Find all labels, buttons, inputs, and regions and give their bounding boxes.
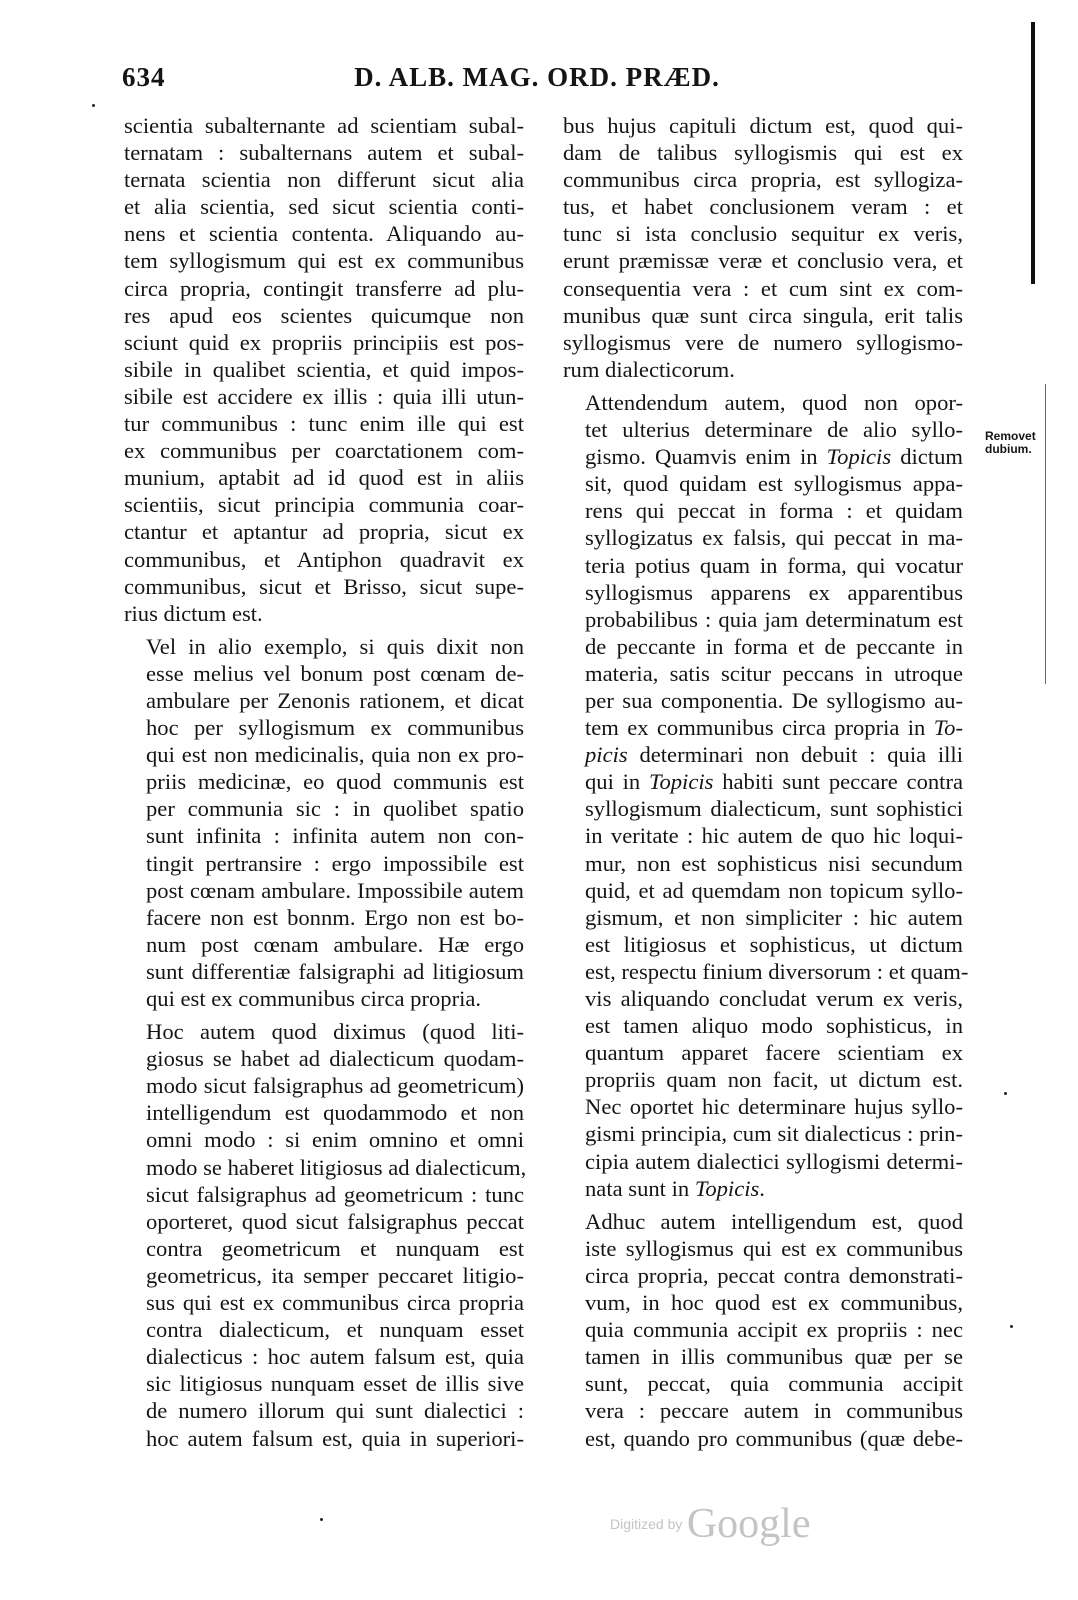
text-line: sunt infinita : infinita autem non con- [146, 823, 524, 849]
text-line: quantum apparet facere scientiam ex [585, 1040, 963, 1066]
text-line: gismum, et non simpliciter : hic autem [585, 904, 963, 930]
text-line: tunc si ista conclusio sequitur ex veris, [563, 221, 963, 247]
text-line: scientiis, sicut principia communia coar- [124, 492, 524, 518]
text-line: sibile in qualibet scientia, et quid impos- [124, 356, 524, 382]
text-line: propriis quam non facit, ut dictum est. [585, 1067, 963, 1093]
text-run: habiti sunt peccare contra [713, 769, 963, 795]
text-line [563, 1175, 963, 1202]
text-line: omni modo : si enim omnino et omni [146, 1127, 524, 1153]
text-run: . [759, 1175, 765, 1201]
text-line: syllogismus vere de numero syllogismo- [563, 329, 963, 355]
text-line: sciunt quid ex propriis principiis est pos- [124, 329, 524, 355]
text-line: est tamen aliquo modo sophisticus, in [585, 1013, 963, 1039]
text-line: vum, in hoc quod est ex communibus, [585, 1290, 963, 1316]
text-line: in veritate : hic autem de quo hic loqui- [585, 823, 963, 849]
google-logo-text: Google [686, 1501, 811, 1547]
italic-term: Topicis [648, 769, 714, 795]
text-line: ternata scientia non differunt sicut alia [124, 167, 524, 193]
text-line: syllogismum dialecticum, sunt sophistici [585, 796, 963, 822]
text-line: materia, satis scitur peccans in utroque [585, 660, 963, 686]
paragraph [563, 1208, 963, 1452]
text-line: est litigiosus et sophisticus, ut dictum [585, 931, 963, 957]
text-line: est, respectu finium diversorum : et quam- [585, 958, 969, 984]
text-line: tem syllogismum qui est ex communibus [124, 248, 524, 274]
text-line: post cœnam ambulare. Impossibile autem [146, 877, 524, 903]
text-line: ex communibus per coarctationem com- [124, 438, 524, 464]
italic-term: Topicis [826, 444, 892, 470]
text-line: iste syllogismus qui est ex communibus [585, 1235, 963, 1261]
scan-speck [320, 1518, 323, 1521]
text-line [563, 741, 963, 768]
text-line [563, 768, 963, 795]
text-line: mur, non est sophisticus nisi secundum [585, 850, 963, 876]
text-line: scientia subalternante ad scientiam subal- [124, 113, 524, 138]
text-line: communibus circa propria, est syllogiza- [563, 167, 963, 193]
paragraph [563, 389, 969, 1202]
text-line: erunt præmissæ veræ et conclusio vera, et [563, 248, 963, 274]
text-line: res apud eos scientes quicumque non [124, 302, 524, 328]
text-line: nens et scientia contenta. Aliquando au- [124, 221, 524, 247]
text-line: syllogizatus ex falsis, qui peccat in ma- [585, 525, 963, 551]
paragraph [124, 112, 524, 627]
text-line: tamen in illis communibus quæ per se [585, 1344, 963, 1370]
text-line: modo se haberet litigiosus ad dialecticum, [146, 1154, 527, 1180]
text-line: esse melius vel bonum post cœnam de- [146, 660, 524, 686]
text-run: qui in [585, 769, 649, 795]
text-line: sic litigiosus nunquam esset de illis sive [146, 1371, 524, 1397]
text-line: Attendendum autem, quod non opor- [585, 389, 963, 415]
text-line: priis medicinæ, eo quod communis est [146, 769, 524, 795]
text-line: rum dialecticorum. [563, 356, 735, 382]
text-line: de peccante in forma et de peccante in [585, 633, 963, 659]
text-line: vera : peccare autem in communibus [585, 1398, 963, 1424]
text-line: rius dictum est. [124, 600, 263, 626]
right-column [563, 112, 969, 1458]
page-number: 634 [122, 62, 166, 92]
text-line: dialecticus : hoc autem falsum est, quia [146, 1344, 524, 1370]
text-line: qui est ex communibus circa propria. [146, 986, 482, 1011]
text-line: munium, aptabit ad id quod est in aliis [124, 465, 524, 491]
text-line: Nec oportet hic determinare hujus syllo- [585, 1094, 963, 1120]
text-line: est, quando pro communibus (quæ debe- [585, 1425, 963, 1451]
text-run: tem ex communibus circa propria in [585, 715, 934, 741]
text-line: sunt differentiæ falsigraphi ad litigiosum [146, 958, 524, 984]
text-line: gismi principia, cum sit dialecticus : prin- [585, 1121, 963, 1147]
text-line: communibus, et Antiphon quadravit ex [124, 546, 524, 572]
text-line: communibus, sicut et Brisso, sicut supe- [124, 573, 524, 599]
text-line: teria potius quam in forma, qui vocatur [585, 552, 963, 578]
text-line: consequentia vera : et cum sint ex com- [563, 275, 963, 301]
scan-speck [92, 104, 95, 107]
text-line: de numero illorum qui sunt dialectici : [146, 1398, 524, 1424]
text-line: sunt, peccat, quia communia accipit [585, 1371, 963, 1397]
digitized-watermark [610, 1500, 810, 1550]
text-line: contra geometricum et nunquam est [146, 1235, 524, 1261]
margin-note-line: dubium. [985, 442, 1032, 456]
scan-edge-line [1045, 384, 1046, 684]
text-line: oporteret, quod sicut falsigraphus peccat [146, 1208, 524, 1234]
text-line: geometricus, ita semper peccaret litigio- [146, 1262, 524, 1288]
text-line: sus qui est ex communibus circa propria [146, 1290, 524, 1316]
italic-term: picis [585, 742, 628, 768]
text-line: tus, et habet conclusionem veram : et [563, 194, 963, 220]
text-line: et alia scientia, sed sicut scientia conti- [124, 194, 524, 220]
text-line: tet ulterius determinare de alio syllo- [585, 417, 963, 443]
text-line: facere non est bonnm. Ergo non est bo- [146, 904, 524, 930]
text-line: num post cœnam ambulare. Hæ ergo [146, 931, 524, 957]
margin-note-line: Removet [985, 429, 1036, 443]
text-line: sit, quod quidam est syllogismus appa- [585, 471, 963, 497]
text-line: contra dialecticum, et nunquam esset [146, 1317, 524, 1343]
text-line: circa propria, peccat contra demonstrati- [585, 1262, 963, 1288]
margin-note [985, 430, 1055, 456]
text-line: sibile est accidere ex illis : quia illi utun- [124, 383, 524, 409]
page-header [122, 62, 952, 98]
text-line [563, 714, 963, 741]
text-line: quid, et ad quemdam non topicum syllo- [585, 877, 963, 903]
text-line: hoc autem falsum est, quia in superiori- [146, 1425, 524, 1451]
text-line: sicut falsigraphus ad geometricum : tunc [146, 1181, 524, 1207]
scan-speck [1004, 1092, 1007, 1095]
text-run: dictum [891, 444, 963, 470]
text-line: qui est non medicinalis, quia non ex pro- [146, 742, 524, 768]
text-line [563, 443, 963, 470]
text-line: cipia autem dialectici syllogismi determi- [585, 1148, 963, 1174]
watermark-small-text: Digitized by [610, 1516, 683, 1532]
italic-term: Topicis [694, 1175, 760, 1201]
text-line: quia communia accipit ex propriis : nec [585, 1317, 963, 1343]
text-line: munibus quæ sunt circa singula, erit talis [563, 302, 963, 328]
left-column [124, 112, 527, 1458]
text-line: tur communibus : tunc enim ille qui est [124, 411, 524, 437]
text-line: dam de talibus syllogismis qui est ex [563, 140, 963, 166]
text-line: probabilibus : quia jam determinatum est [585, 606, 963, 632]
text-line: vis aliquando concludat verum ex veris, [585, 986, 963, 1011]
text-run: nata sunt in [585, 1175, 695, 1201]
text-line: ternatam : subalternans autem et subal- [124, 140, 524, 166]
running-title: D. ALB. MAG. ORD. PRÆD. [354, 62, 720, 92]
text-line: modo sicut falsigraphus ad geometricum) [146, 1073, 524, 1099]
text-line: circa propria, contingit transferre ad plu- [124, 275, 524, 301]
text-run: determinari non debuit : quia illi [627, 742, 963, 768]
text-line: Vel in alio exemplo, si quis dixit non [146, 633, 524, 659]
italic-term: To- [933, 715, 963, 741]
text-line: ctantur et aptantur ad propria, sicut ex [124, 519, 524, 545]
text-line: per sua componentia. De syllogismo au- [585, 687, 963, 713]
text-line: Hoc autem quod diximus (quod liti- [146, 1019, 524, 1045]
scan-edge-bar [1031, 22, 1035, 284]
text-line: giosus se habet ad dialecticum quodam- [146, 1046, 524, 1072]
text-line: per communia sic : in quolibet spatio [146, 796, 524, 822]
text-line: Adhuc autem intelligendum est, quod [585, 1208, 963, 1234]
text-run: gismo. Quamvis enim in [585, 444, 827, 470]
text-line: intelligendum est quodammodo et non [146, 1100, 524, 1126]
text-line: syllogismus apparens ex apparentibus [585, 579, 963, 605]
text-line: hoc per syllogismum ex communibus [146, 715, 524, 741]
text-line: rens qui peccat in forma : et quidam [585, 498, 963, 524]
scan-speck [1010, 1325, 1013, 1328]
text-line: bus hujus capituli dictum est, quod qui- [563, 113, 963, 138]
paragraph [124, 633, 524, 1012]
text-line: ambulare per Zenonis rationem, et dicat [146, 687, 524, 713]
paragraph [563, 112, 963, 383]
paragraph [124, 1018, 527, 1452]
text-line: tingit pertransire : ergo impossibile est [146, 850, 524, 876]
